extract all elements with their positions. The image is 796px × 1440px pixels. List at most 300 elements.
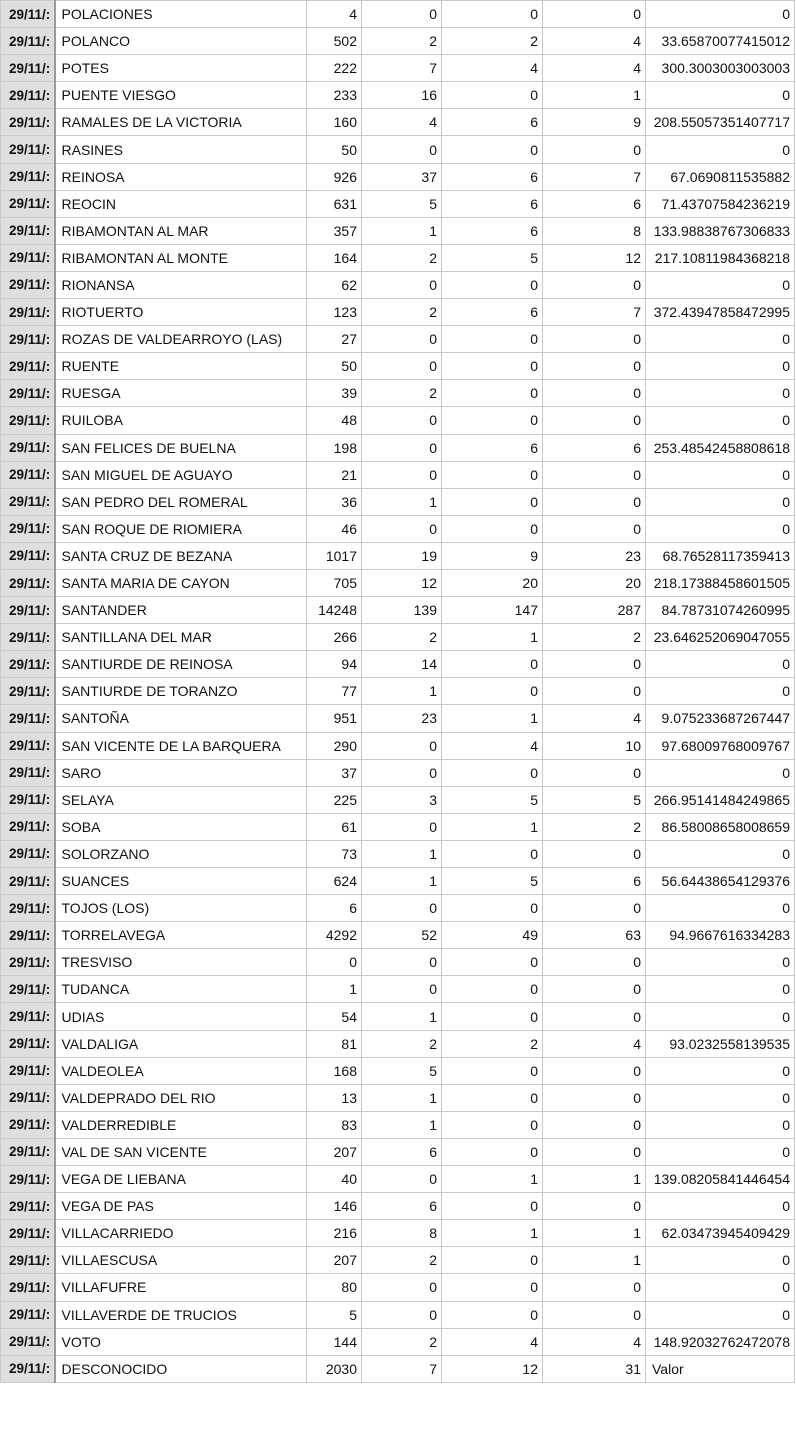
date-cell[interactable]: 29/11/: — [1, 461, 55, 488]
rate-cell[interactable]: 139.08205841446454 — [646, 1166, 795, 1193]
municipio-cell[interactable]: SAN VICENTE DE LA BARQUERA — [55, 732, 307, 759]
value-cell-3[interactable]: 0 — [442, 651, 543, 678]
value-cell-2[interactable]: 0 — [362, 1, 442, 28]
value-cell-1[interactable]: 13 — [307, 1084, 362, 1111]
value-cell-1[interactable]: 27 — [307, 326, 362, 353]
value-cell-2[interactable]: 19 — [362, 542, 442, 569]
value-cell-1[interactable]: 624 — [307, 868, 362, 895]
date-cell[interactable]: 29/11/: — [1, 434, 55, 461]
value-cell-1[interactable]: 705 — [307, 569, 362, 596]
rate-cell[interactable]: 0 — [646, 895, 795, 922]
value-cell-4[interactable]: 8 — [543, 217, 646, 244]
date-cell[interactable]: 29/11/: — [1, 1003, 55, 1030]
date-cell[interactable]: 29/11/: — [1, 624, 55, 651]
value-cell-1[interactable]: 222 — [307, 55, 362, 82]
value-cell-1[interactable]: 61 — [307, 813, 362, 840]
date-cell[interactable]: 29/11/: — [1, 1301, 55, 1328]
municipio-cell[interactable]: VALDALIGA — [55, 1030, 307, 1057]
value-cell-2[interactable]: 2 — [362, 28, 442, 55]
rate-cell[interactable]: 62.03473945409429 — [646, 1220, 795, 1247]
value-cell-1[interactable]: 225 — [307, 786, 362, 813]
municipio-cell[interactable]: RUENTE — [55, 353, 307, 380]
date-cell[interactable]: 29/11/: — [1, 1030, 55, 1057]
date-cell[interactable]: 29/11/: — [1, 678, 55, 705]
value-cell-2[interactable]: 23 — [362, 705, 442, 732]
value-cell-3[interactable]: 6 — [442, 434, 543, 461]
rate-cell[interactable]: 0 — [646, 759, 795, 786]
value-cell-4[interactable]: 4 — [543, 1328, 646, 1355]
value-cell-4[interactable]: 0 — [543, 1111, 646, 1138]
municipio-cell[interactable]: TORRELAVEGA — [55, 922, 307, 949]
value-cell-1[interactable]: 1 — [307, 976, 362, 1003]
municipio-cell[interactable]: RIBAMONTAN AL MAR — [55, 217, 307, 244]
value-cell-3[interactable]: 4 — [442, 732, 543, 759]
value-cell-1[interactable]: 73 — [307, 840, 362, 867]
value-cell-3[interactable]: 6 — [442, 299, 543, 326]
value-cell-1[interactable]: 951 — [307, 705, 362, 732]
rate-cell[interactable]: Valor — [646, 1355, 795, 1382]
value-cell-4[interactable]: 12 — [543, 244, 646, 271]
municipio-cell[interactable]: SANTA CRUZ DE BEZANA — [55, 542, 307, 569]
value-cell-4[interactable]: 0 — [543, 1193, 646, 1220]
value-cell-1[interactable]: 4292 — [307, 922, 362, 949]
value-cell-3[interactable]: 0 — [442, 949, 543, 976]
date-cell[interactable]: 29/11/: — [1, 1355, 55, 1382]
date-cell[interactable]: 29/11/: — [1, 55, 55, 82]
value-cell-2[interactable]: 2 — [362, 1247, 442, 1274]
value-cell-2[interactable]: 0 — [362, 326, 442, 353]
rate-cell[interactable]: 0 — [646, 1193, 795, 1220]
rate-cell[interactable]: 0 — [646, 949, 795, 976]
rate-cell[interactable]: 253.48542458808618 — [646, 434, 795, 461]
value-cell-3[interactable]: 0 — [442, 840, 543, 867]
municipio-cell[interactable]: RASINES — [55, 136, 307, 163]
date-cell[interactable]: 29/11/: — [1, 488, 55, 515]
value-cell-3[interactable]: 0 — [442, 1193, 543, 1220]
value-cell-2[interactable]: 1 — [362, 488, 442, 515]
municipio-cell[interactable]: ROZAS DE VALDEARROYO (LAS) — [55, 326, 307, 353]
value-cell-1[interactable]: 168 — [307, 1057, 362, 1084]
rate-cell[interactable]: 0 — [646, 326, 795, 353]
municipio-cell[interactable]: VOTO — [55, 1328, 307, 1355]
municipio-cell[interactable]: POTES — [55, 55, 307, 82]
value-cell-4[interactable]: 0 — [543, 1301, 646, 1328]
value-cell-4[interactable]: 4 — [543, 1030, 646, 1057]
value-cell-1[interactable]: 39 — [307, 380, 362, 407]
value-cell-4[interactable]: 2 — [543, 813, 646, 840]
value-cell-1[interactable]: 266 — [307, 624, 362, 651]
value-cell-2[interactable]: 6 — [362, 1138, 442, 1165]
municipio-cell[interactable]: VILLAFUFRE — [55, 1274, 307, 1301]
value-cell-2[interactable]: 0 — [362, 1274, 442, 1301]
value-cell-1[interactable]: 46 — [307, 515, 362, 542]
value-cell-3[interactable]: 6 — [442, 163, 543, 190]
value-cell-2[interactable]: 0 — [362, 759, 442, 786]
value-cell-4[interactable]: 4 — [543, 28, 646, 55]
value-cell-3[interactable]: 1 — [442, 705, 543, 732]
rate-cell[interactable]: 0 — [646, 461, 795, 488]
value-cell-1[interactable]: 290 — [307, 732, 362, 759]
date-cell[interactable]: 29/11/: — [1, 1247, 55, 1274]
value-cell-1[interactable]: 164 — [307, 244, 362, 271]
value-cell-3[interactable]: 12 — [442, 1355, 543, 1382]
value-cell-2[interactable]: 0 — [362, 434, 442, 461]
municipio-cell[interactable]: SANTANDER — [55, 597, 307, 624]
value-cell-1[interactable]: 0 — [307, 949, 362, 976]
rate-cell[interactable]: 0 — [646, 1003, 795, 1030]
value-cell-2[interactable]: 1 — [362, 1003, 442, 1030]
value-cell-2[interactable]: 139 — [362, 597, 442, 624]
rate-cell[interactable]: 0 — [646, 1057, 795, 1084]
value-cell-2[interactable]: 4 — [362, 109, 442, 136]
value-cell-3[interactable]: 0 — [442, 461, 543, 488]
rate-cell[interactable]: 300.3003003003003 — [646, 55, 795, 82]
municipio-cell[interactable]: REOCIN — [55, 190, 307, 217]
date-cell[interactable]: 29/11/: — [1, 949, 55, 976]
value-cell-2[interactable]: 2 — [362, 624, 442, 651]
date-cell[interactable]: 29/11/: — [1, 82, 55, 109]
value-cell-1[interactable]: 54 — [307, 1003, 362, 1030]
value-cell-3[interactable]: 0 — [442, 678, 543, 705]
value-cell-2[interactable]: 0 — [362, 1301, 442, 1328]
date-cell[interactable]: 29/11/: — [1, 136, 55, 163]
date-cell[interactable]: 29/11/: — [1, 109, 55, 136]
value-cell-3[interactable]: 0 — [442, 895, 543, 922]
value-cell-2[interactable]: 3 — [362, 786, 442, 813]
value-cell-1[interactable]: 80 — [307, 1274, 362, 1301]
municipio-cell[interactable]: SUANCES — [55, 868, 307, 895]
rate-cell[interactable]: 266.95141484249865 — [646, 786, 795, 813]
rate-cell[interactable]: 0 — [646, 1, 795, 28]
date-cell[interactable]: 29/11/: — [1, 895, 55, 922]
municipio-cell[interactable]: POLANCO — [55, 28, 307, 55]
rate-cell[interactable]: 68.76528117359413 — [646, 542, 795, 569]
value-cell-3[interactable]: 0 — [442, 1111, 543, 1138]
value-cell-3[interactable]: 0 — [442, 380, 543, 407]
municipio-cell[interactable]: SOLORZANO — [55, 840, 307, 867]
rate-cell[interactable]: 97.68009768009767 — [646, 732, 795, 759]
value-cell-4[interactable]: 0 — [543, 678, 646, 705]
value-cell-2[interactable]: 2 — [362, 380, 442, 407]
date-cell[interactable]: 29/11/: — [1, 542, 55, 569]
value-cell-2[interactable]: 1 — [362, 678, 442, 705]
value-cell-1[interactable]: 14248 — [307, 597, 362, 624]
value-cell-2[interactable]: 0 — [362, 949, 442, 976]
value-cell-2[interactable]: 2 — [362, 1030, 442, 1057]
rate-cell[interactable]: 217.10811984368218 — [646, 244, 795, 271]
municipio-cell[interactable]: SOBA — [55, 813, 307, 840]
value-cell-1[interactable]: 6 — [307, 895, 362, 922]
value-cell-2[interactable]: 16 — [362, 82, 442, 109]
value-cell-1[interactable]: 36 — [307, 488, 362, 515]
value-cell-2[interactable]: 1 — [362, 868, 442, 895]
value-cell-1[interactable]: 62 — [307, 271, 362, 298]
value-cell-1[interactable]: 94 — [307, 651, 362, 678]
value-cell-3[interactable]: 4 — [442, 55, 543, 82]
value-cell-4[interactable]: 6 — [543, 434, 646, 461]
value-cell-2[interactable]: 37 — [362, 163, 442, 190]
value-cell-2[interactable]: 0 — [362, 515, 442, 542]
value-cell-3[interactable]: 0 — [442, 1003, 543, 1030]
value-cell-2[interactable]: 8 — [362, 1220, 442, 1247]
value-cell-1[interactable]: 77 — [307, 678, 362, 705]
value-cell-3[interactable]: 1 — [442, 1220, 543, 1247]
municipio-cell[interactable]: DESCONOCIDO — [55, 1355, 307, 1382]
value-cell-3[interactable]: 6 — [442, 217, 543, 244]
value-cell-2[interactable]: 0 — [362, 136, 442, 163]
value-cell-3[interactable]: 0 — [442, 488, 543, 515]
date-cell[interactable]: 29/11/: — [1, 1057, 55, 1084]
value-cell-4[interactable]: 0 — [543, 1003, 646, 1030]
municipio-cell[interactable]: RIBAMONTAN AL MONTE — [55, 244, 307, 271]
value-cell-1[interactable]: 146 — [307, 1193, 362, 1220]
value-cell-1[interactable]: 40 — [307, 1166, 362, 1193]
value-cell-3[interactable]: 6 — [442, 109, 543, 136]
value-cell-2[interactable]: 5 — [362, 190, 442, 217]
rate-cell[interactable]: 0 — [646, 1084, 795, 1111]
date-cell[interactable]: 29/11/: — [1, 732, 55, 759]
value-cell-1[interactable]: 144 — [307, 1328, 362, 1355]
date-cell[interactable]: 29/11/: — [1, 190, 55, 217]
rate-cell[interactable]: 56.64438654129376 — [646, 868, 795, 895]
date-cell[interactable]: 29/11/: — [1, 1328, 55, 1355]
date-cell[interactable]: 29/11/: — [1, 759, 55, 786]
value-cell-4[interactable]: 0 — [543, 271, 646, 298]
value-cell-4[interactable]: 0 — [543, 407, 646, 434]
value-cell-2[interactable]: 0 — [362, 1166, 442, 1193]
value-cell-4[interactable]: 1 — [543, 1247, 646, 1274]
value-cell-4[interactable]: 63 — [543, 922, 646, 949]
value-cell-3[interactable]: 1 — [442, 624, 543, 651]
value-cell-1[interactable]: 502 — [307, 28, 362, 55]
municipio-cell[interactable]: SAN ROQUE DE RIOMIERA — [55, 515, 307, 542]
value-cell-1[interactable]: 5 — [307, 1301, 362, 1328]
value-cell-1[interactable]: 631 — [307, 190, 362, 217]
value-cell-4[interactable]: 287 — [543, 597, 646, 624]
value-cell-2[interactable]: 14 — [362, 651, 442, 678]
rate-cell[interactable]: 0 — [646, 1247, 795, 1274]
value-cell-1[interactable]: 357 — [307, 217, 362, 244]
date-cell[interactable]: 29/11/: — [1, 705, 55, 732]
value-cell-3[interactable]: 0 — [442, 1057, 543, 1084]
value-cell-1[interactable]: 1017 — [307, 542, 362, 569]
value-cell-4[interactable]: 20 — [543, 569, 646, 596]
value-cell-4[interactable]: 4 — [543, 55, 646, 82]
value-cell-3[interactable]: 0 — [442, 136, 543, 163]
rate-cell[interactable]: 218.17388458601505 — [646, 569, 795, 596]
date-cell[interactable]: 29/11/: — [1, 597, 55, 624]
municipio-cell[interactable]: PUENTE VIESGO — [55, 82, 307, 109]
value-cell-3[interactable]: 0 — [442, 82, 543, 109]
value-cell-4[interactable]: 0 — [543, 461, 646, 488]
rate-cell[interactable]: 94.9667616334283 — [646, 922, 795, 949]
value-cell-3[interactable]: 20 — [442, 569, 543, 596]
date-cell[interactable]: 29/11/: — [1, 1111, 55, 1138]
value-cell-4[interactable]: 0 — [543, 1274, 646, 1301]
municipio-cell[interactable]: VALDEOLEA — [55, 1057, 307, 1084]
municipio-cell[interactable]: VEGA DE PAS — [55, 1193, 307, 1220]
municipio-cell[interactable]: RUESGA — [55, 380, 307, 407]
date-cell[interactable]: 29/11/: — [1, 28, 55, 55]
value-cell-2[interactable]: 0 — [362, 407, 442, 434]
value-cell-4[interactable]: 9 — [543, 109, 646, 136]
value-cell-4[interactable]: 0 — [543, 976, 646, 1003]
value-cell-3[interactable]: 0 — [442, 407, 543, 434]
municipio-cell[interactable]: RIOTUERTO — [55, 299, 307, 326]
value-cell-4[interactable]: 0 — [543, 840, 646, 867]
value-cell-4[interactable]: 0 — [543, 759, 646, 786]
municipio-cell[interactable]: TUDANCA — [55, 976, 307, 1003]
rate-cell[interactable]: 0 — [646, 1138, 795, 1165]
value-cell-2[interactable]: 0 — [362, 976, 442, 1003]
rate-cell[interactable]: 0 — [646, 271, 795, 298]
value-cell-3[interactable]: 0 — [442, 1084, 543, 1111]
date-cell[interactable]: 29/11/: — [1, 1166, 55, 1193]
rate-cell[interactable]: 0 — [646, 515, 795, 542]
value-cell-2[interactable]: 52 — [362, 922, 442, 949]
value-cell-1[interactable]: 207 — [307, 1247, 362, 1274]
value-cell-1[interactable]: 50 — [307, 353, 362, 380]
value-cell-3[interactable]: 6 — [442, 190, 543, 217]
value-cell-2[interactable]: 12 — [362, 569, 442, 596]
municipio-cell[interactable]: SAN MIGUEL DE AGUAYO — [55, 461, 307, 488]
value-cell-4[interactable]: 0 — [543, 895, 646, 922]
date-cell[interactable]: 29/11/: — [1, 1, 55, 28]
municipio-cell[interactable]: SANTIURDE DE TORANZO — [55, 678, 307, 705]
municipio-cell[interactable]: VILLACARRIEDO — [55, 1220, 307, 1247]
value-cell-1[interactable]: 50 — [307, 136, 362, 163]
value-cell-1[interactable]: 926 — [307, 163, 362, 190]
value-cell-1[interactable]: 83 — [307, 1111, 362, 1138]
value-cell-3[interactable]: 0 — [442, 1, 543, 28]
value-cell-3[interactable]: 0 — [442, 353, 543, 380]
rate-cell[interactable]: 0 — [646, 380, 795, 407]
value-cell-1[interactable]: 233 — [307, 82, 362, 109]
value-cell-2[interactable]: 0 — [362, 895, 442, 922]
rate-cell[interactable]: 372.43947858472995 — [646, 299, 795, 326]
rate-cell[interactable]: 0 — [646, 651, 795, 678]
date-cell[interactable]: 29/11/: — [1, 786, 55, 813]
value-cell-2[interactable]: 0 — [362, 461, 442, 488]
rate-cell[interactable]: 67.0690811535882 — [646, 163, 795, 190]
value-cell-3[interactable]: 5 — [442, 868, 543, 895]
date-cell[interactable]: 29/11/: — [1, 651, 55, 678]
value-cell-4[interactable]: 6 — [543, 868, 646, 895]
date-cell[interactable]: 29/11/: — [1, 1193, 55, 1220]
date-cell[interactable]: 29/11/: — [1, 244, 55, 271]
date-cell[interactable]: 29/11/: — [1, 569, 55, 596]
value-cell-4[interactable]: 5 — [543, 786, 646, 813]
date-cell[interactable]: 29/11/: — [1, 271, 55, 298]
value-cell-2[interactable]: 5 — [362, 1057, 442, 1084]
value-cell-2[interactable]: 7 — [362, 55, 442, 82]
value-cell-4[interactable]: 0 — [543, 1057, 646, 1084]
date-cell[interactable]: 29/11/: — [1, 217, 55, 244]
date-cell[interactable]: 29/11/: — [1, 840, 55, 867]
value-cell-4[interactable]: 31 — [543, 1355, 646, 1382]
municipio-cell[interactable]: VALDEPRADO DEL RIO — [55, 1084, 307, 1111]
value-cell-4[interactable]: 0 — [543, 136, 646, 163]
rate-cell[interactable]: 0 — [646, 488, 795, 515]
value-cell-1[interactable]: 207 — [307, 1138, 362, 1165]
value-cell-3[interactable]: 0 — [442, 515, 543, 542]
municipio-cell[interactable]: VALDERREDIBLE — [55, 1111, 307, 1138]
value-cell-4[interactable]: 6 — [543, 190, 646, 217]
rate-cell[interactable]: 0 — [646, 353, 795, 380]
municipio-cell[interactable]: REINOSA — [55, 163, 307, 190]
value-cell-4[interactable]: 0 — [543, 326, 646, 353]
value-cell-3[interactable]: 0 — [442, 1138, 543, 1165]
value-cell-4[interactable]: 1 — [543, 82, 646, 109]
rate-cell[interactable]: 9.075233687267447 — [646, 705, 795, 732]
rate-cell[interactable]: 0 — [646, 976, 795, 1003]
value-cell-4[interactable]: 7 — [543, 163, 646, 190]
rate-cell[interactable]: 148.92032762472078 — [646, 1328, 795, 1355]
rate-cell[interactable]: 0 — [646, 1274, 795, 1301]
value-cell-3[interactable]: 0 — [442, 271, 543, 298]
value-cell-2[interactable]: 1 — [362, 840, 442, 867]
municipio-cell[interactable]: RAMALES DE LA VICTORIA — [55, 109, 307, 136]
value-cell-3[interactable]: 5 — [442, 244, 543, 271]
value-cell-2[interactable]: 2 — [362, 299, 442, 326]
date-cell[interactable]: 29/11/: — [1, 299, 55, 326]
value-cell-2[interactable]: 2 — [362, 1328, 442, 1355]
rate-cell[interactable]: 133.98838767306833 — [646, 217, 795, 244]
municipio-cell[interactable]: SAN PEDRO DEL ROMERAL — [55, 488, 307, 515]
value-cell-4[interactable]: 0 — [543, 515, 646, 542]
rate-cell[interactable]: 33.65870077415012 — [646, 28, 795, 55]
date-cell[interactable]: 29/11/: — [1, 326, 55, 353]
municipio-cell[interactable]: SELAYA — [55, 786, 307, 813]
value-cell-3[interactable]: 0 — [442, 1301, 543, 1328]
value-cell-3[interactable]: 9 — [442, 542, 543, 569]
value-cell-1[interactable]: 81 — [307, 1030, 362, 1057]
value-cell-3[interactable]: 2 — [442, 1030, 543, 1057]
date-cell[interactable]: 29/11/: — [1, 813, 55, 840]
value-cell-1[interactable]: 216 — [307, 1220, 362, 1247]
rate-cell[interactable]: 23.646252069047055 — [646, 624, 795, 651]
value-cell-3[interactable]: 0 — [442, 976, 543, 1003]
value-cell-4[interactable]: 10 — [543, 732, 646, 759]
date-cell[interactable]: 29/11/: — [1, 868, 55, 895]
rate-cell[interactable]: 71.43707584236219 — [646, 190, 795, 217]
value-cell-4[interactable]: 4 — [543, 705, 646, 732]
value-cell-2[interactable]: 1 — [362, 1084, 442, 1111]
value-cell-4[interactable]: 0 — [543, 949, 646, 976]
value-cell-1[interactable]: 21 — [307, 461, 362, 488]
municipio-cell[interactable]: RIONANSA — [55, 271, 307, 298]
value-cell-2[interactable]: 0 — [362, 271, 442, 298]
municipio-cell[interactable]: SANTIURDE DE REINOSA — [55, 651, 307, 678]
date-cell[interactable]: 29/11/: — [1, 1274, 55, 1301]
rate-cell[interactable]: 0 — [646, 678, 795, 705]
date-cell[interactable]: 29/11/: — [1, 1084, 55, 1111]
value-cell-3[interactable]: 147 — [442, 597, 543, 624]
rate-cell[interactable]: 93.0232558139535 — [646, 1030, 795, 1057]
value-cell-2[interactable]: 1 — [362, 217, 442, 244]
rate-cell[interactable]: 0 — [646, 136, 795, 163]
municipio-cell[interactable]: TOJOS (LOS) — [55, 895, 307, 922]
rate-cell[interactable]: 0 — [646, 1301, 795, 1328]
value-cell-3[interactable]: 0 — [442, 1247, 543, 1274]
value-cell-4[interactable]: 0 — [543, 1138, 646, 1165]
value-cell-3[interactable]: 1 — [442, 813, 543, 840]
municipio-cell[interactable]: VILLAVERDE DE TRUCIOS — [55, 1301, 307, 1328]
value-cell-2[interactable]: 6 — [362, 1193, 442, 1220]
value-cell-2[interactable]: 1 — [362, 1111, 442, 1138]
value-cell-4[interactable]: 2 — [543, 624, 646, 651]
value-cell-1[interactable]: 48 — [307, 407, 362, 434]
